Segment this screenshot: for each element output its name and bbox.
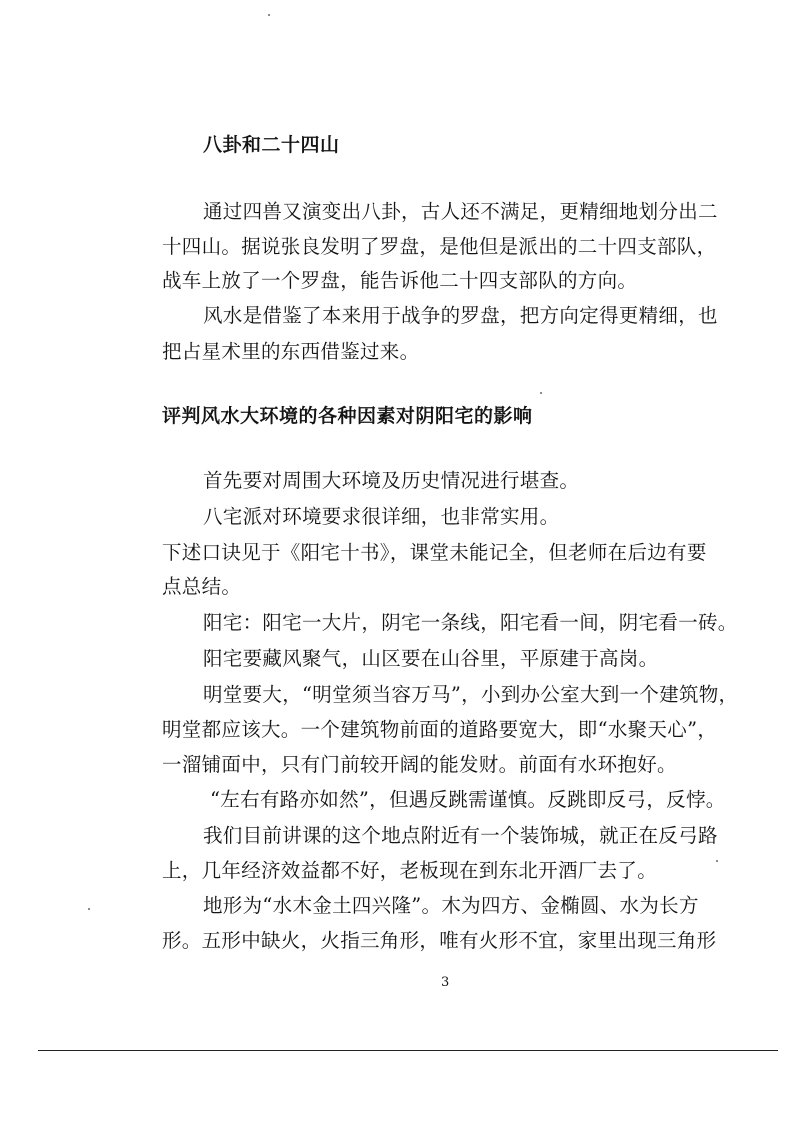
paragraph-line: 风水是借鉴了本来用于战争的罗盘，把方向定得更精细，也 — [203, 304, 718, 327]
paragraph-line: 下述口诀见于《阳宅十书》，课堂未能记全，但老师在后边有要 — [162, 541, 707, 564]
paragraph-line: 八宅派对环境要求很详细，也非常实用。 — [203, 505, 560, 528]
scan-speck — [268, 14, 270, 16]
paragraph-line: 地形为“水木金土四兴隆”。木为四方、金椭圆、水为长方 — [203, 894, 699, 917]
paragraph-line: 点总结。 — [162, 575, 242, 598]
paragraph-line: 形。五形中缺火，火指三角形，唯有火形不宜，家里出现三角形 — [162, 929, 717, 952]
paragraph-line: 阳宅：阳宅一大片，阴宅一条线，阳宅看一间，阴宅看一砖。 — [203, 611, 738, 634]
footer-rule — [38, 1050, 778, 1051]
paragraph-line: 首先要对周围大环境及历史情况进行堪查。 — [203, 469, 580, 492]
paragraph-line: “左右有路亦如然”，但遇反跳需谨慎。反跳即反弓，反悖。 — [210, 788, 726, 811]
paragraph-line: 一溜铺面中，只有门前较开阔的能发财。前面有水环抱好。 — [162, 753, 677, 776]
scan-speck — [716, 860, 718, 862]
scan-speck — [88, 908, 90, 910]
paragraph-line: 阳宅要藏风聚气，山区要在山谷里，平原建于高岗。 — [203, 647, 659, 670]
scan-speck — [540, 392, 542, 394]
section-heading-bagua: 八卦和二十四山 — [203, 134, 340, 156]
paragraph-line: 明堂要大，“明堂须当容万马”，小到办公室大到一个建筑物， — [203, 683, 739, 706]
paragraph-line: 明堂都应该大。一个建筑物前面的道路要宽大，即“水聚天心”， — [162, 718, 718, 741]
paragraph-line: 上，几年经济效益都不好，老板现在到东北开酒厂去了。 — [162, 859, 658, 882]
section-heading-environment: 评判风水大环境的各种因素对阴阳宅的影响 — [162, 405, 533, 427]
paragraph-line: 把占星术里的东西借鉴过来。 — [162, 340, 420, 363]
paragraph-line: 战车上放了一个罗盘，能告诉他二十四支部队的方向。 — [162, 269, 638, 292]
page-number: 3 — [441, 975, 450, 990]
paragraph-line: 十四山。据说张良发明了罗盘，是他但是派出的二十四支部队， — [162, 235, 717, 258]
paragraph-line: 通过四兽又演变出八卦，古人还不满足，更精细地划分出二 — [203, 200, 718, 223]
paragraph-line: 我们目前讲课的这个地点附近有一个装饰城，就正在反弓路 — [203, 824, 718, 847]
